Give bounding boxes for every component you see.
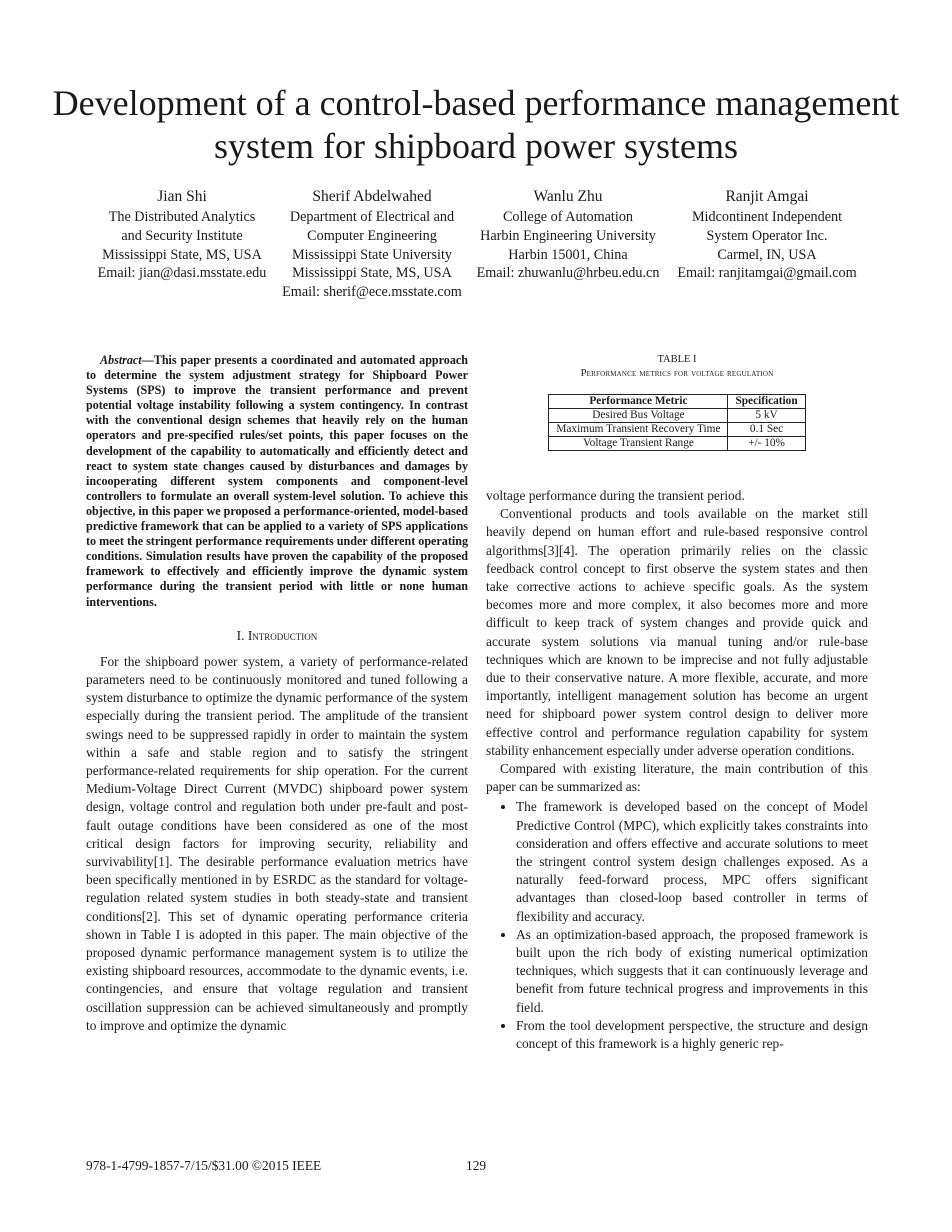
contribution-list xyxy=(486,798,868,1053)
table-cell: 0.1 Sec xyxy=(728,423,805,437)
section-number: I. xyxy=(236,627,245,643)
author-3 xyxy=(468,186,668,283)
author-email: Email: ranjitamgai@gmail.com xyxy=(677,265,857,282)
intro-paragraph-1: For the shipboard power system, a variety of performance-related parameters need to be continuously monitored and tuned following a system disturbance to optimize the dynamic performance of the system especially during the transient period. The amplitude of the transient swings need to be suppressed rapidly in order to maintain the system within a safe and stable region and to satisfy the stringent performance-related requirements for ship operation. For the current Medium-Voltage Direct Current (MVDC) shipboard power system design, voltage control and regulation both under pre-fault and post-fault outage conditions have been considered as one of the most critical design factors for improving security, reliability and survivability[1]. The desirable performance evaluation metrics have been specifically mentioned in by ESRDC as the standard for voltage-regulation related system studies in both steady-state and transient conditions[2]. This set of dynamic operating performance criteria shown in Table I is adopted in this paper. The main objective of the proposed dynamic performance management system is to utilize the existing shipboard resources, accommodate to the dynamic events, i.e. contingencies, and ensure that voltage regulation and transient oscillation suppression can be achieved simultaneously and promptly to improve and optimize the dynamic xyxy=(86,653,468,1033)
author-affiliation: System Operator Inc. xyxy=(706,227,828,244)
author-affiliation: Harbin Engineering University xyxy=(480,227,656,244)
table-cell: 5 kV xyxy=(728,409,805,423)
author-affiliation: College of Automation xyxy=(502,209,634,225)
author-location: Mississippi State, MS, USA xyxy=(292,265,452,282)
abstract xyxy=(86,353,468,610)
right-column xyxy=(486,353,868,1053)
author-affiliation: Department of Electrical and xyxy=(289,209,455,225)
author-2 xyxy=(272,186,472,302)
intro-paragraph-2: Conventional products and tools available on the market still heavily depend on human effort and rule-based responsive control algorithms[3][4]. The operation primarily relies on the classic feedback control concept to first observe the system states and then take corrective actions to achieve specific goals. As the system becomes more and more complex, it also becomes more and more difficult to keep track of system changes and provide quick and accurate system solutions via manual tuning and/or rule-base techniques which are known to be imprecise and not fully adjustable due to their conservative nature. A more flexible, accurate, and more importantly, intelligent management solution has become an urgent need for shipboard power system control design to deliver more effective control and performance regulation capability for system stability enhancement especially under adverse operation conditions. xyxy=(486,506,868,758)
page-number: 129 xyxy=(466,1158,487,1173)
author-1 xyxy=(82,186,282,283)
author-affiliation: and Security Institute xyxy=(121,227,243,244)
section-heading xyxy=(86,627,468,645)
author-location: Harbin 15001, China xyxy=(508,246,628,263)
intro-paragraph-3: Compared with existing literature, the main contribution of this paper can be summarized as: xyxy=(486,761,868,795)
performance-metrics-table xyxy=(548,394,805,451)
table-cell: Maximum Transient Recovery Time xyxy=(549,423,728,437)
list-item: • As an optimization-based approach, the proposed framework is built upon the rich body of existing numerical optimization techniques, which suggests that it can continuously leverage and benefit from future technical progress and improvements in this field. xyxy=(516,926,868,1017)
table-row xyxy=(549,409,805,423)
table-row xyxy=(549,423,805,437)
table-row xyxy=(549,437,805,451)
author-name: Sherif Abdelwahed xyxy=(312,188,432,205)
author-affiliation: Mississippi State University xyxy=(291,246,452,263)
left-column xyxy=(86,353,468,1035)
author-affiliation: Computer Engineering xyxy=(307,227,437,244)
author-block xyxy=(82,186,882,306)
intro-continuation: voltage performance during the transient period. xyxy=(486,488,745,503)
table-header-row xyxy=(549,395,805,409)
table-title: Performance metrics for voltage regulation xyxy=(580,367,774,379)
table-cell: +/- 10% xyxy=(728,437,805,451)
author-email: Email: sherif@ece.msstate.com xyxy=(282,284,462,301)
author-name: Wanlu Zhu xyxy=(533,188,603,205)
author-location: Carmel, IN, USA xyxy=(717,246,817,263)
table-header-cell: Specification xyxy=(728,395,805,409)
author-name: Jian Shi xyxy=(157,188,207,205)
author-affiliation: Midcontinent Independent xyxy=(691,209,843,225)
author-affiliation: The Distributed Analytics xyxy=(108,209,256,225)
list-item: • The framework is developed based on the concept of Model Predictive Control (MPC), which explicitly takes constraints into consideration and offers effective and accurate solutions to meet the stringent control system design challenges exposed. As a naturally feed-forward process, MPC offers significant advantages than closed-loop based controller in terms of flexibility and accuracy. xyxy=(516,798,868,925)
table-cell: Voltage Transient Range xyxy=(549,437,728,451)
list-item: • From the tool development perspective, the structure and design concept of this framework is a highly generic rep- xyxy=(516,1017,868,1053)
author-4 xyxy=(667,186,867,283)
abstract-label: Abstract xyxy=(100,353,142,367)
author-email: Email: zhuwanlu@hrbeu.edu.cn xyxy=(476,265,660,282)
abstract-text: —This paper presents a coordinated and automated approach to determine the system adjustment strategy for Shipboard Power Systems (SPS) to improve the transient performance and prevent potential voltage instability following a system contingency. In contrast with the conventional design schemes that heavily rely on the human operators and pre-specified rules/set points, this paper focuses on the development of the capability to automatically and efficiently detect and react to system state changes caused by disturbances and damages by incooperating different system components and component-level controllers to formulate an overall system-level solution. To achieve this objective, in this paper we proposed a performance-oriented, model-based predictive framework that can be applied to a variety of SPS applications to meet the stringent performance requirements under different operating conditions. Simulation results have proven the capability of the proposed framework to effectively and efficiently improve the dynamic system performance during the transient period with little or none human interventions. xyxy=(86,353,468,609)
table-header-cell: Performance Metric xyxy=(549,395,728,409)
section-title: Introduction xyxy=(247,627,318,643)
table-caption xyxy=(486,353,868,380)
author-location: Mississippi State, MS, USA xyxy=(102,246,262,263)
table-cell: Desired Bus Voltage xyxy=(549,409,728,423)
copyright-footer: 978-1-4799-1857-7/15/$31.00 ©2015 IEEE xyxy=(86,1158,322,1173)
paper-title: Development of a control-based performance management system for shipboard power systems xyxy=(52,83,900,166)
author-name: Ranjit Amgai xyxy=(725,188,809,205)
author-email: Email: jian@dasi.msstate.edu xyxy=(97,265,267,282)
table-label: TABLE I xyxy=(657,354,697,365)
